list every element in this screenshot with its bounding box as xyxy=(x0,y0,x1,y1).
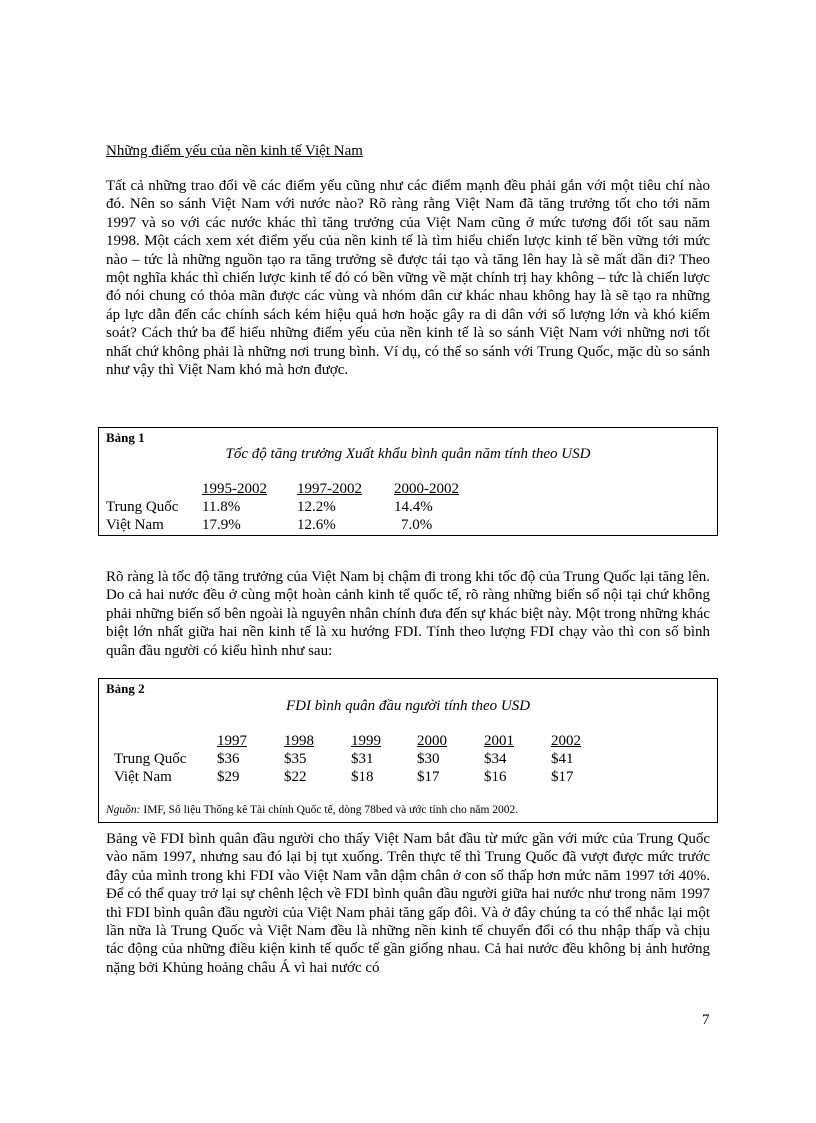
column-header: 1998 xyxy=(284,733,314,749)
table-cell: $18 xyxy=(351,769,374,785)
source-label: Nguồn: xyxy=(106,804,141,816)
table-label: Bảng 2 xyxy=(106,681,145,696)
row-label: Việt Nam xyxy=(106,517,164,533)
table-export-growth xyxy=(98,427,718,536)
column-header: 2000-2002 xyxy=(394,481,459,497)
table-cell: $30 xyxy=(417,751,440,767)
table-caption: Tốc độ tăng trưởng Xuất khẩu bình quân năm tính theo USD xyxy=(225,446,591,462)
table-cell: $36 xyxy=(217,751,240,767)
column-header: 2002 xyxy=(551,733,581,749)
table-cell: 11.8% xyxy=(202,499,241,515)
paragraph-fdi-trend: Rõ ràng là tốc độ tăng trưởng của Việt Nam bị chậm đi trong khi tốc độ của Trung Quốc lại tăng lên. Do cả hai nước đều ở cùng một hoàn cảnh kinh tế quốc tế, rõ ràng những biến số nội tại chứ không phải những biến số bên ngoài là nguyên nhân chính đưa đến sự khác biệt này. Một trong những khác biệt lớn nhất giữa hai nền kinh tế là xu hướng FDI. Tính theo lượng FDI chạy vào thì con số bình quân đầu người có kiểu hình như sau: xyxy=(106,569,710,659)
table-cell: $34 xyxy=(484,751,507,767)
row-label: Trung Quốc xyxy=(106,499,179,515)
source-text: IMF, Số liệu Thống kê Tài chính Quốc tế, dòng 78bed và ước tính cho năm 2002. xyxy=(140,804,519,816)
paragraph-intro: Tất cả những trao đổi về các điểm yếu cũng như các điểm mạnh đều phải gắn với một tiêu chí nào đó. Nên so sánh Việt Nam với nước nào? Rõ ràng rằng Việt Nam đã tăng trưởng tốt cho tới năm 1997 và so với các nước khác thì tăng trưởng của Việt Nam cũng ở mức tương đối tốt sau năm 1998. Một cách xem xét điểm yếu của nền kinh tế là tìm hiểu chiến lược kinh tế bền vững tới mức nào – tức là những nguồn tạo ra tăng trưởng sẽ được tái tạo và tăng lên hay là sẽ mất dần đi? Theo một nghĩa khác thì chiến lược kinh tế đó có bền vững về mặt chính trị hay không – tức là chiến lược đó nói chung có thỏa mãn được các vùng và nhóm dân cư khác nhau không hay là sẽ tạo ra những áp lực dẫn đến các chính sách kém hiệu quả hơn hoặc gây ra di dân với số lượng lớn và khó kiểm soát? Cách thứ ba để hiểu những điểm yếu của nền kinh tế là so sánh Việt Nam với những nơi tốt nhất chứ không phải là những nơi trung bình. Ví dụ, có thể so sánh với Trung Quốc, mặc dù so sánh như vậy thì Việt Nam khó mà hơn được. xyxy=(106,178,710,379)
table-cell: 7.0% xyxy=(401,517,433,533)
page-number: 7 xyxy=(702,1012,710,1028)
column-header: 2001 xyxy=(484,733,514,749)
table-cell: 12.6% xyxy=(297,517,336,533)
table-cell: 17.9% xyxy=(202,517,241,533)
paragraph-fdi-analysis: Bảng về FDI bình quân đầu người cho thấy Việt Nam bắt đầu từ mức gần với mức của Trung Quốc vào năm 1997, nhưng sau đó lại bị tụt xuống. Trên thực tế thì Trung Quốc đã vượt được mức trước đây của mình trong khi FDI vào Việt Nam vẫn dậm chân ở con số thấp hơn mức năm 1997 tới 40%. Để có thể quay trở lại sự chênh lệch về FDI bình quân đầu người giữa hai nước như trong năm 1997 thì FDI bình quân đầu người của Việt Nam phải tăng gấp đôi. Và ở đây chúng ta có thể nhắc lại một lần nữa là Trung Quốc và Việt Nam đều là những nền kinh tế chuyển đổi có thu nhập thấp và chịu tác động của những điều kiện kinh tế quốc tế gần giống nhau. Cả hai nước đều không bị ảnh hưởng nặng bởi Khủng hoảng châu Á vì hai nước có xyxy=(106,831,710,976)
row-label: Việt Nam xyxy=(114,769,172,785)
table-fdi-per-capita xyxy=(98,678,718,823)
table-cell: 12.2% xyxy=(297,499,336,515)
table-cell: $17 xyxy=(417,769,440,785)
table-cell: 14.4% xyxy=(394,499,433,515)
table-cell: $29 xyxy=(217,769,240,785)
table-cell: $35 xyxy=(284,751,307,767)
column-header: 1995-2002 xyxy=(202,481,267,497)
table-source-note xyxy=(106,804,518,816)
column-header: 2000 xyxy=(417,733,447,749)
column-header: 1997 xyxy=(217,733,247,749)
column-header: 1997-2002 xyxy=(297,481,362,497)
column-header: 1999 xyxy=(351,733,381,749)
table-caption: FDI bình quân đầu người tính theo USD xyxy=(285,698,531,714)
section-heading: Những điểm yếu của nền kinh tế Việt Nam xyxy=(106,143,363,159)
table-cell: $41 xyxy=(551,751,574,767)
table-label: Bảng 1 xyxy=(106,430,145,445)
row-label: Trung Quốc xyxy=(114,751,187,767)
table-cell: $31 xyxy=(351,751,374,767)
table-cell: $16 xyxy=(484,769,507,785)
table-cell: $22 xyxy=(284,769,307,785)
table-cell: $17 xyxy=(551,769,574,785)
